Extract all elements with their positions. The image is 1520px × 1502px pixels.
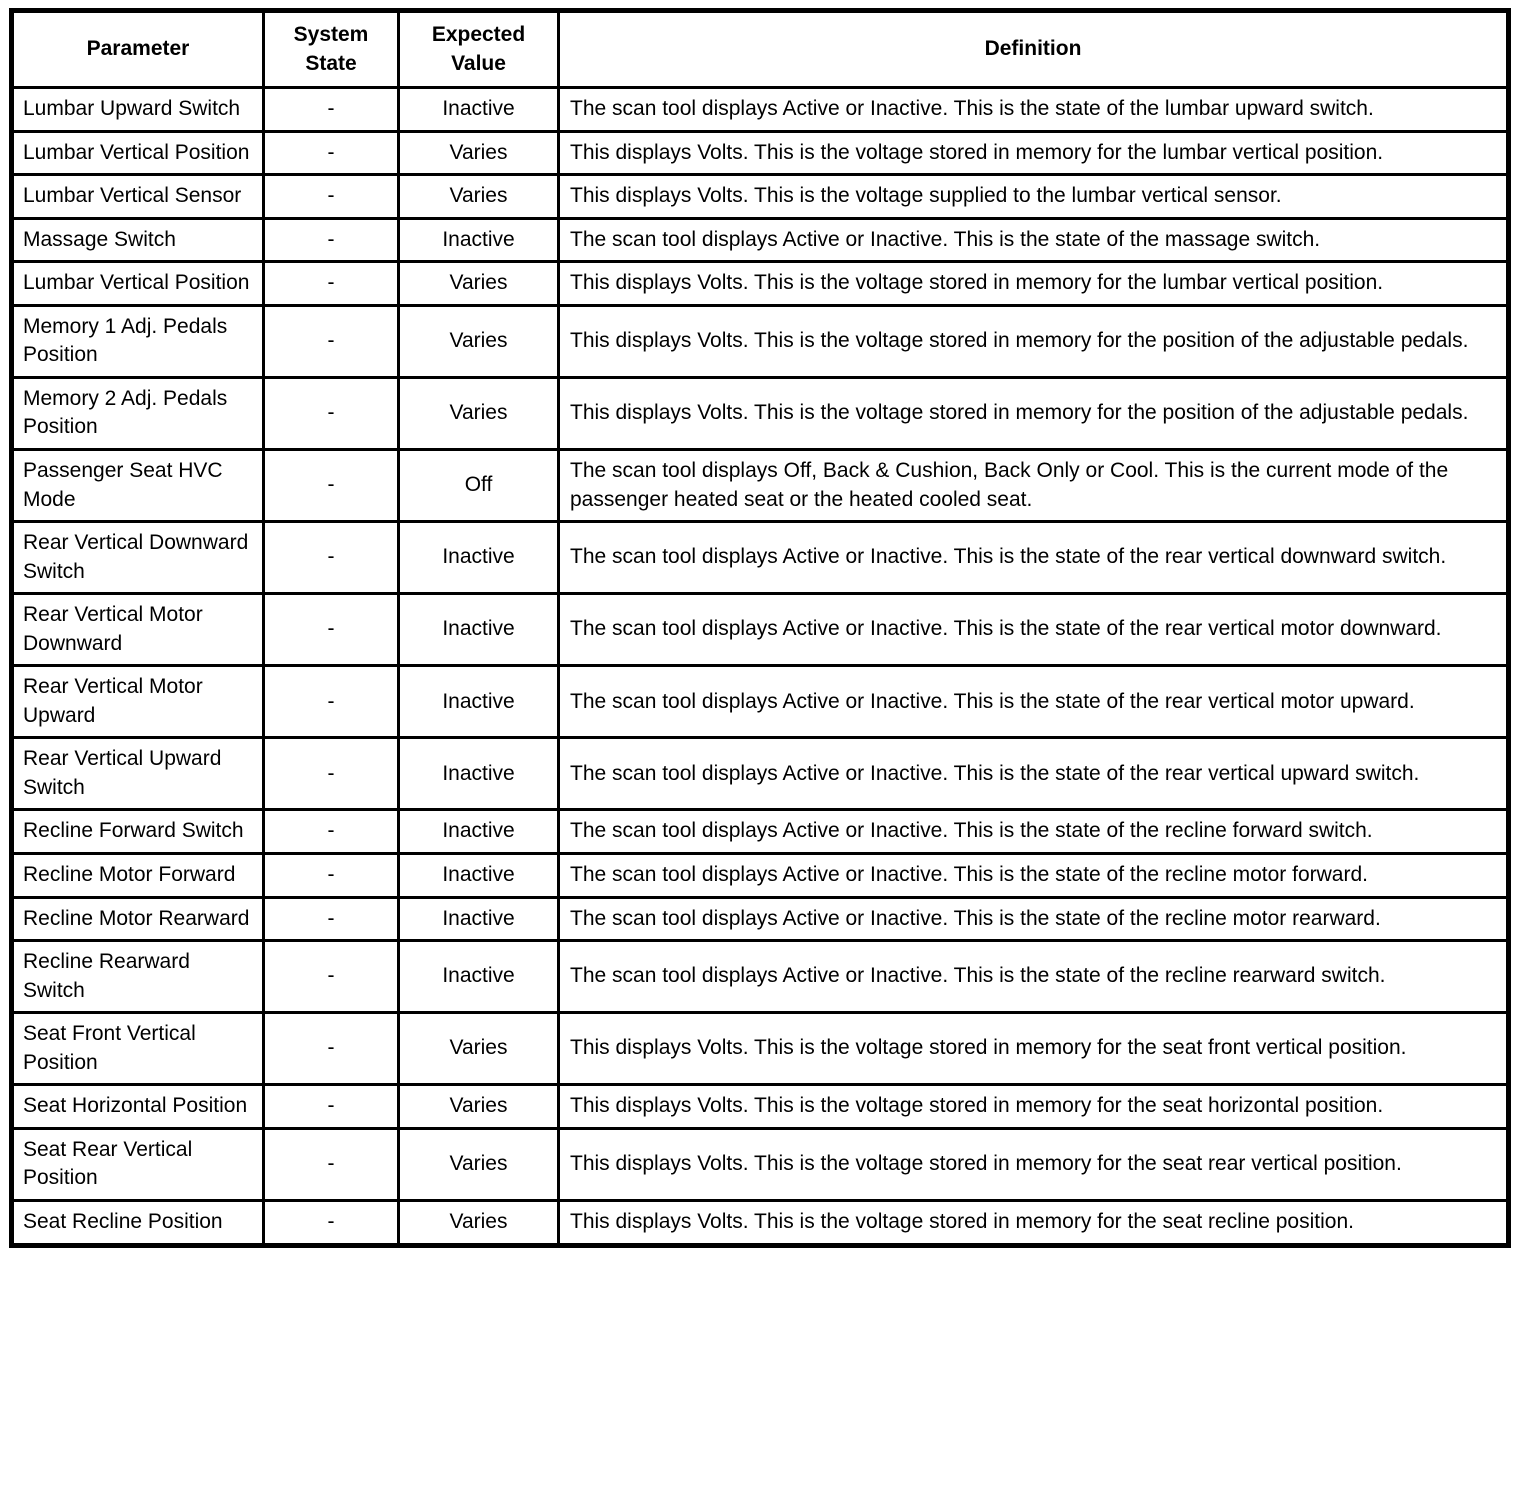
parameter-cell: Recline Motor Rearward	[12, 897, 264, 941]
expected-value-cell: Varies	[399, 305, 559, 377]
table-header-row	[12, 11, 1509, 88]
table-row	[12, 522, 1509, 594]
system-state-cell: -	[264, 666, 399, 738]
parameter-cell: Recline Forward Switch	[12, 810, 264, 854]
expected-value-cell: Inactive	[399, 218, 559, 262]
system-state-cell: -	[264, 738, 399, 810]
table-row	[12, 305, 1509, 377]
table-row	[12, 131, 1509, 175]
parameter-cell: Seat Horizontal Position	[12, 1085, 264, 1129]
system-state-cell: -	[264, 218, 399, 262]
expected-value-cell: Varies	[399, 1200, 559, 1245]
system-state-cell: -	[264, 1085, 399, 1129]
expected-value-cell: Varies	[399, 262, 559, 306]
scan-tool-parameter-table	[9, 8, 1511, 1248]
system-state-cell: -	[264, 305, 399, 377]
system-state-cell: -	[264, 854, 399, 898]
expected-value-cell: Inactive	[399, 666, 559, 738]
column-header-expected-value: Expected Value	[399, 11, 559, 88]
table-row	[12, 810, 1509, 854]
table-body	[12, 88, 1509, 1245]
expected-value-cell: Varies	[399, 1085, 559, 1129]
system-state-cell: -	[264, 262, 399, 306]
system-state-cell: -	[264, 897, 399, 941]
parameter-cell: Memory 2 Adj. Pedals Position	[12, 377, 264, 449]
expected-value-cell: Varies	[399, 131, 559, 175]
definition-cell: The scan tool displays Active or Inactive. This is the state of the rear vertical downward switch.	[559, 522, 1509, 594]
definition-cell: This displays Volts. This is the voltage stored in memory for the seat front vertical position.	[559, 1013, 1509, 1085]
definition-cell: This displays Volts. This is the voltage stored in memory for the seat rear vertical position.	[559, 1128, 1509, 1200]
parameter-cell: Rear Vertical Motor Downward	[12, 594, 264, 666]
parameter-cell: Lumbar Vertical Sensor	[12, 175, 264, 219]
definition-cell: This displays Volts. This is the voltage supplied to the lumbar vertical sensor.	[559, 175, 1509, 219]
expected-value-cell: Inactive	[399, 941, 559, 1013]
system-state-cell: -	[264, 175, 399, 219]
table-row	[12, 218, 1509, 262]
expected-value-cell: Inactive	[399, 738, 559, 810]
expected-value-cell: Varies	[399, 1013, 559, 1085]
table-row	[12, 1013, 1509, 1085]
parameter-cell: Lumbar Upward Switch	[12, 88, 264, 132]
parameter-cell: Lumbar Vertical Position	[12, 131, 264, 175]
parameter-cell: Seat Front Vertical Position	[12, 1013, 264, 1085]
system-state-cell: -	[264, 594, 399, 666]
table-row	[12, 1128, 1509, 1200]
expected-value-cell: Inactive	[399, 522, 559, 594]
system-state-cell: -	[264, 522, 399, 594]
expected-value-cell: Varies	[399, 175, 559, 219]
parameter-cell: Seat Recline Position	[12, 1200, 264, 1245]
table-row	[12, 897, 1509, 941]
parameter-cell: Lumbar Vertical Position	[12, 262, 264, 306]
system-state-cell: -	[264, 450, 399, 522]
system-state-cell: -	[264, 1128, 399, 1200]
definition-cell: The scan tool displays Active or Inactive. This is the state of the lumbar upward switch.	[559, 88, 1509, 132]
table-row	[12, 854, 1509, 898]
definition-cell: The scan tool displays Active or Inactive. This is the state of the recline rearward switch.	[559, 941, 1509, 1013]
table-row	[12, 1085, 1509, 1129]
parameter-cell: Memory 1 Adj. Pedals Position	[12, 305, 264, 377]
parameter-cell: Rear Vertical Upward Switch	[12, 738, 264, 810]
definition-cell: This displays Volts. This is the voltage stored in memory for the seat horizontal position.	[559, 1085, 1509, 1129]
column-header-definition: Definition	[559, 11, 1509, 88]
system-state-cell: -	[264, 377, 399, 449]
system-state-cell: -	[264, 1200, 399, 1245]
definition-cell: The scan tool displays Off, Back & Cushion, Back Only or Cool. This is the current mode of the passenger heated seat or the heated cooled seat.	[559, 450, 1509, 522]
definition-cell: The scan tool displays Active or Inactive. This is the state of the recline forward switch.	[559, 810, 1509, 854]
definition-cell: The scan tool displays Active or Inactive. This is the state of the rear vertical upward switch.	[559, 738, 1509, 810]
expected-value-cell: Off	[399, 450, 559, 522]
system-state-cell: -	[264, 131, 399, 175]
definition-cell: This displays Volts. This is the voltage stored in memory for the seat recline position.	[559, 1200, 1509, 1245]
system-state-cell: -	[264, 810, 399, 854]
expected-value-cell: Inactive	[399, 88, 559, 132]
definition-cell: The scan tool displays Active or Inactive. This is the state of the recline motor rearward.	[559, 897, 1509, 941]
system-state-cell: -	[264, 941, 399, 1013]
table-row	[12, 175, 1509, 219]
parameter-cell: Rear Vertical Motor Upward	[12, 666, 264, 738]
system-state-cell: -	[264, 88, 399, 132]
table-row	[12, 88, 1509, 132]
table-row	[12, 377, 1509, 449]
definition-cell: The scan tool displays Active or Inactive. This is the state of the recline motor forward.	[559, 854, 1509, 898]
table-row	[12, 450, 1509, 522]
definition-cell: This displays Volts. This is the voltage stored in memory for the lumbar vertical position.	[559, 262, 1509, 306]
definition-cell: This displays Volts. This is the voltage stored in memory for the position of the adjustable pedals.	[559, 305, 1509, 377]
expected-value-cell: Varies	[399, 1128, 559, 1200]
parameter-cell: Massage Switch	[12, 218, 264, 262]
definition-cell: This displays Volts. This is the voltage stored in memory for the position of the adjustable pedals.	[559, 377, 1509, 449]
parameter-cell: Recline Motor Forward	[12, 854, 264, 898]
expected-value-cell: Inactive	[399, 897, 559, 941]
definition-cell: The scan tool displays Active or Inactive. This is the state of the massage switch.	[559, 218, 1509, 262]
table-row	[12, 666, 1509, 738]
table-row	[12, 941, 1509, 1013]
definition-cell: This displays Volts. This is the voltage stored in memory for the lumbar vertical position.	[559, 131, 1509, 175]
table-row	[12, 738, 1509, 810]
expected-value-cell: Inactive	[399, 854, 559, 898]
expected-value-cell: Varies	[399, 377, 559, 449]
column-header-parameter: Parameter	[12, 11, 264, 88]
definition-cell: The scan tool displays Active or Inactive. This is the state of the rear vertical motor upward.	[559, 666, 1509, 738]
table-row	[12, 1200, 1509, 1245]
expected-value-cell: Inactive	[399, 594, 559, 666]
expected-value-cell: Inactive	[399, 810, 559, 854]
column-header-system-state: System State	[264, 11, 399, 88]
parameter-cell: Seat Rear Vertical Position	[12, 1128, 264, 1200]
parameter-cell: Recline Rearward Switch	[12, 941, 264, 1013]
parameter-cell: Passenger Seat HVC Mode	[12, 450, 264, 522]
table-row	[12, 594, 1509, 666]
table-row	[12, 262, 1509, 306]
definition-cell: The scan tool displays Active or Inactive. This is the state of the rear vertical motor downward.	[559, 594, 1509, 666]
system-state-cell: -	[264, 1013, 399, 1085]
parameter-cell: Rear Vertical Downward Switch	[12, 522, 264, 594]
